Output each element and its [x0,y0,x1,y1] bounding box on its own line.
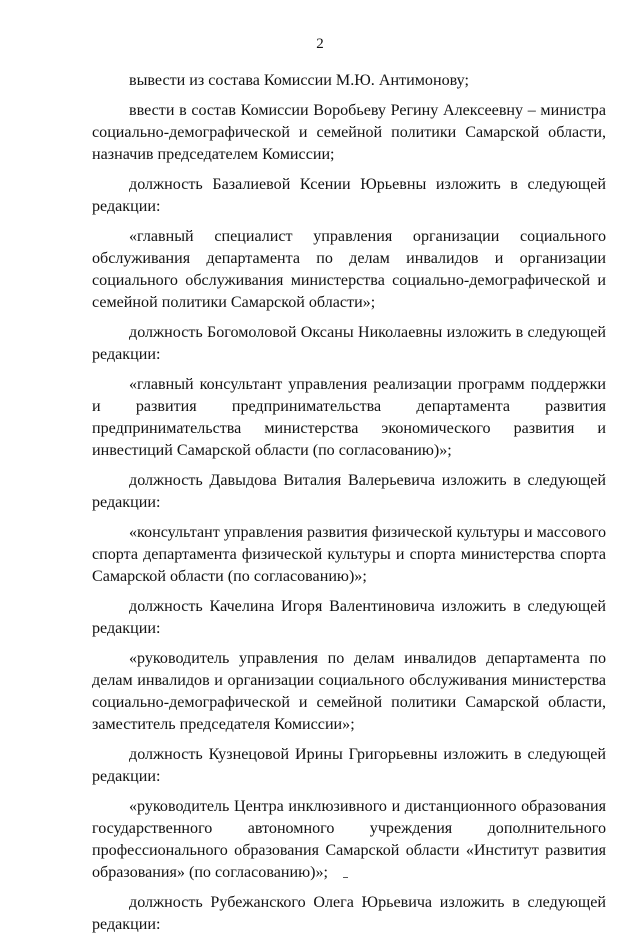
paragraph-kuznetsova-intro: должность Кузнецовой Ирины Григорьевны изложить в следующей редакции: [92,746,606,785]
paragraph-bogomolova-intro: должность Богомоловой Оксаны Николаевны изложить в следующей редакции: [92,324,606,363]
paragraph-bazalieva-position: «главный специалист управления организации социального обслуживания департамента по делам инвалидов и организации социального обслуживания министерства социально-демографической и семейной политики Самарской области»; [92,228,606,311]
paragraph-bazalieva-intro: должность Базалиевой Ксении Юрьевны изложить в следующей редакции: [92,176,606,215]
document-body [92,70,606,944]
paragraph-davydov-intro: должность Давыдова Виталия Валерьевича изложить в следующей редакции: [92,472,606,511]
scan-mark [343,877,348,878]
paragraph-kuznetsova-position: «руководитель Центра инклюзивного и дистанционного образования государственного автономного учреждения дополнительного профессионального образования Самарской области «Институт развития образования» (по согласованию)»; [92,798,606,881]
page-number: 2 [316,36,324,52]
paragraph-add-vorobyeva: ввести в состав Комиссии Воробьеву Регину Алексеевну – министра социально-демографической и семейной политики Самарской области, назначив председателем Комиссии; [92,102,606,163]
paragraph-remove-antimonova: вывести из состава Комиссии М.Ю. Антимонову; [129,72,469,89]
paragraph-rubezhansky-intro: должность Рубежанского Олега Юрьевича изложить в следующей редакции: [92,894,606,933]
paragraph-bogomolova-position: «главный консультант управления реализации программ поддержки и развития предпринимательства департамента развития предпринимательства министерства экономического развития и инвестиций Самарской области (по согласованию)»; [92,376,606,459]
paragraph-davydov-position: «консультант управления развития физической культуры и массового спорта департамента физической культуры и спорта министерства спорта Самарской области (по согласованию)»; [92,524,606,585]
paragraph-kachelin-intro: должность Качелина Игоря Валентиновича изложить в следующей редакции: [92,598,606,637]
paragraph-kachelin-position: «руководитель управления по делам инвалидов департамента по делам инвалидов и организации социального обслуживания министерства социально-демографической и семейной политики Самарской области, заместитель председателя Комиссии»; [92,650,606,733]
